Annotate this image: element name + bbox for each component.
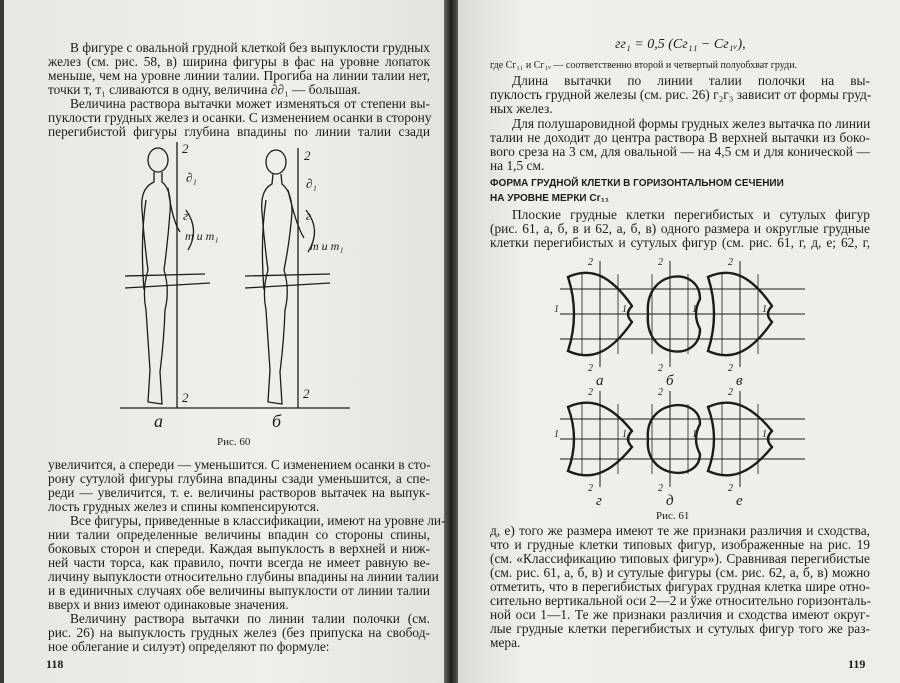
point-label: ∂₁: [306, 176, 317, 191]
text-line: личину выпуклости относительно глубины впадины на линии талии: [48, 569, 439, 584]
text-line: Величина раствора вытачки может изменяться от степени вы-: [70, 96, 430, 111]
axis-label: 2: [728, 483, 733, 494]
text-line: Величину раствора вытачки по линии талии полочки (см.: [70, 611, 430, 626]
axis-label: 1: [622, 304, 627, 315]
figure-label-b: б: [272, 411, 282, 431]
text-line: ной оси 1—1. Те же признаки различия и сходства имеют округ-: [490, 607, 870, 622]
paragraph: [490, 117, 870, 173]
axis-label: 2: [658, 483, 663, 494]
axis-label: 2: [728, 257, 733, 268]
text-line: лость грудных желез и спины компенсируются.: [48, 499, 320, 514]
paragraph: [48, 612, 430, 654]
text-line: (см. «Классификацию типовых фигур»). Сравнивая перегибистые: [490, 551, 870, 566]
figure-label: д: [666, 493, 674, 508]
paragraph: [48, 513, 446, 612]
heading-line: НА УРОВНЕ МЕРКИ Сг₁₁: [490, 193, 610, 204]
text-line: вого среза на 3 см, для овальной — на 4,5 см и для конической —: [490, 144, 870, 159]
text-line: Плоские грудные клетки перегибистых и сутулых фигур: [512, 207, 870, 222]
text-line: д, е) того же размера имеют те же признаки различия и сходства,: [490, 523, 870, 538]
text-line: (рис. 61, а, б, в и 62, а, б, в) одного размера и округлые грудные: [490, 221, 870, 236]
text-line: боковых сторон и спереди. Каждая выпуклость в верхней и ниж-: [48, 541, 430, 556]
paragraph: [48, 97, 430, 139]
axis-label: 2: [182, 390, 189, 405]
figure-61: [550, 254, 820, 508]
paragraph: [48, 41, 430, 97]
text-line: увеличится, а спереди — уменьшится. С изменением осанки в сто-: [48, 457, 431, 472]
point-label: т и т₁: [185, 229, 219, 243]
text-line: реди — увеличится, т. е. величины растворов вытачек на выпук-: [48, 485, 430, 500]
axis-label: 2: [588, 387, 593, 398]
text-line: перегибистой фигуры глубина впадины по линии талии сзади: [48, 124, 430, 139]
text-line: лые грудные клетки перегибистых и сутулых фигур того же раз-: [490, 621, 870, 636]
point-label: г: [183, 208, 189, 223]
axis-label: 2: [588, 363, 593, 374]
text-line: сительно вертикальной оси 2—2 и ўже относительно горизонталь-: [490, 593, 871, 608]
heading-line: ФОРМА ГРУДНОЙ КЛЕТКИ В ГОРИЗОНТАЛЬНОМ СЕЧЕНИИ: [490, 178, 784, 189]
axis-label: 1: [692, 304, 697, 315]
formula-note: где Cг₁₁ и Cг₁ᵥ — соответственно второй и четвертый полуобхват груди.: [490, 60, 798, 71]
text-line: рис. 26) на выпуклость грудных желез (без припуска на свобод-: [48, 625, 430, 640]
text-line: талии не доходит до центра раствора В верхней вытачки из боко-: [490, 130, 870, 145]
axis-label: 1: [622, 429, 627, 440]
text-line: (см. рис. 61, а, б, в) и сутулые фигуры (см. рис. 62, а, б, в) можно: [490, 565, 870, 580]
axis-label: 2: [728, 363, 733, 374]
text-line: рону сутулой фигуры глубина впадины сзади уменьшится, а спе-: [48, 471, 430, 486]
text-line: на 1,5 см.: [490, 158, 545, 173]
text-line: отметить, что в перегибистых фигурах грудная клетка шире отно-: [490, 579, 870, 594]
text-line: клетки перегибистых и сутулых фигур (см. рис. 61, г, д, е; 62, г,: [490, 235, 870, 250]
waist-line-b: [245, 274, 330, 276]
axis-label: 1: [762, 304, 767, 315]
text-line: что и грудные клетки типовых фигур, изображенные на рис. 19: [490, 537, 870, 552]
formula: гг₁ = 0,5 (Cг₁₁ − Cг₁ᵥ),: [615, 37, 746, 52]
text-line: мера.: [490, 635, 521, 650]
text-line: Для полушаровидной формы грудных желез вытачка по линии: [512, 116, 871, 131]
paragraph: [490, 524, 870, 650]
figure-60: [110, 140, 360, 432]
axis-label: 2: [588, 483, 593, 494]
paragraph: [490, 208, 870, 250]
text-line: точки т, т₁ сливаются в одну, величина ∂∂₁ — большая.: [48, 82, 361, 97]
text-line: пуклости грудных желез и осанки. С изменением осанки в сторону: [48, 110, 432, 125]
text-line: В фигуре с овальной грудной клеткой без выпуклости грудных: [70, 40, 430, 55]
figure-label: г: [596, 493, 602, 508]
axis-label: 2: [303, 386, 310, 401]
text-line: ное облегание и силуэт) определяют по формуле:: [48, 639, 330, 654]
text-line: Длина вытачки по линии талии полочки на вы-: [512, 73, 870, 88]
paragraph: [48, 458, 430, 514]
text-line: пуклость грудной железы (см. рис. 26) г₂г₃ зависит от формы груд-: [490, 87, 872, 102]
figure-label: в: [736, 373, 743, 389]
figure-label-a: а: [154, 411, 163, 431]
axis-label: 2: [658, 363, 663, 374]
text-line: нии талии определенные величины впадин со стороны спины,: [48, 527, 430, 542]
point-label: ∂₁: [186, 170, 197, 185]
figure-label: б: [666, 373, 674, 389]
axis-label: 2: [658, 257, 663, 268]
figure-caption: Рис. 60: [217, 436, 251, 448]
text-line: желез (см. рис. 58, в) ширина фигуры в фас на уровне лопаток: [48, 54, 430, 69]
page-number: 118: [46, 657, 64, 671]
axis-label: 2: [728, 387, 733, 398]
text-line: меньше, чем на уровне линии талии. Прогиба на линии талии нет,: [48, 68, 430, 83]
point-label: т и т₁: [310, 239, 344, 253]
text-line: и в единичных случаях обе величины выпуклости от линии талии: [48, 583, 430, 598]
text-line: Все фигуры, приведенные в классификации, имеют на уровне ли-: [70, 513, 446, 528]
axis-label: 2: [658, 387, 663, 398]
axis-label: 2: [182, 141, 189, 156]
axis-label: 1: [692, 429, 697, 440]
figure-label: а: [596, 373, 604, 389]
axis-label: 1: [762, 429, 767, 440]
text-line: ных желез.: [490, 101, 553, 116]
point-label: г: [306, 208, 312, 223]
axis-label: 2: [588, 257, 593, 268]
figure-caption: Рис. 61: [656, 510, 690, 522]
text-line: ней части торса, как правило, почти всегда не имеет равную ве-: [48, 555, 430, 570]
axis-label: 1: [554, 429, 559, 440]
axis-label: 1: [554, 304, 559, 315]
text-line: вверх и вниз имеют одинаковые значения.: [48, 597, 289, 612]
page-number: 119: [848, 657, 866, 671]
book-gutter: [444, 0, 458, 683]
figure-label: е: [736, 493, 743, 508]
section-heading: [490, 176, 784, 206]
axis-label: 2: [304, 148, 311, 163]
paragraph: [490, 74, 870, 116]
